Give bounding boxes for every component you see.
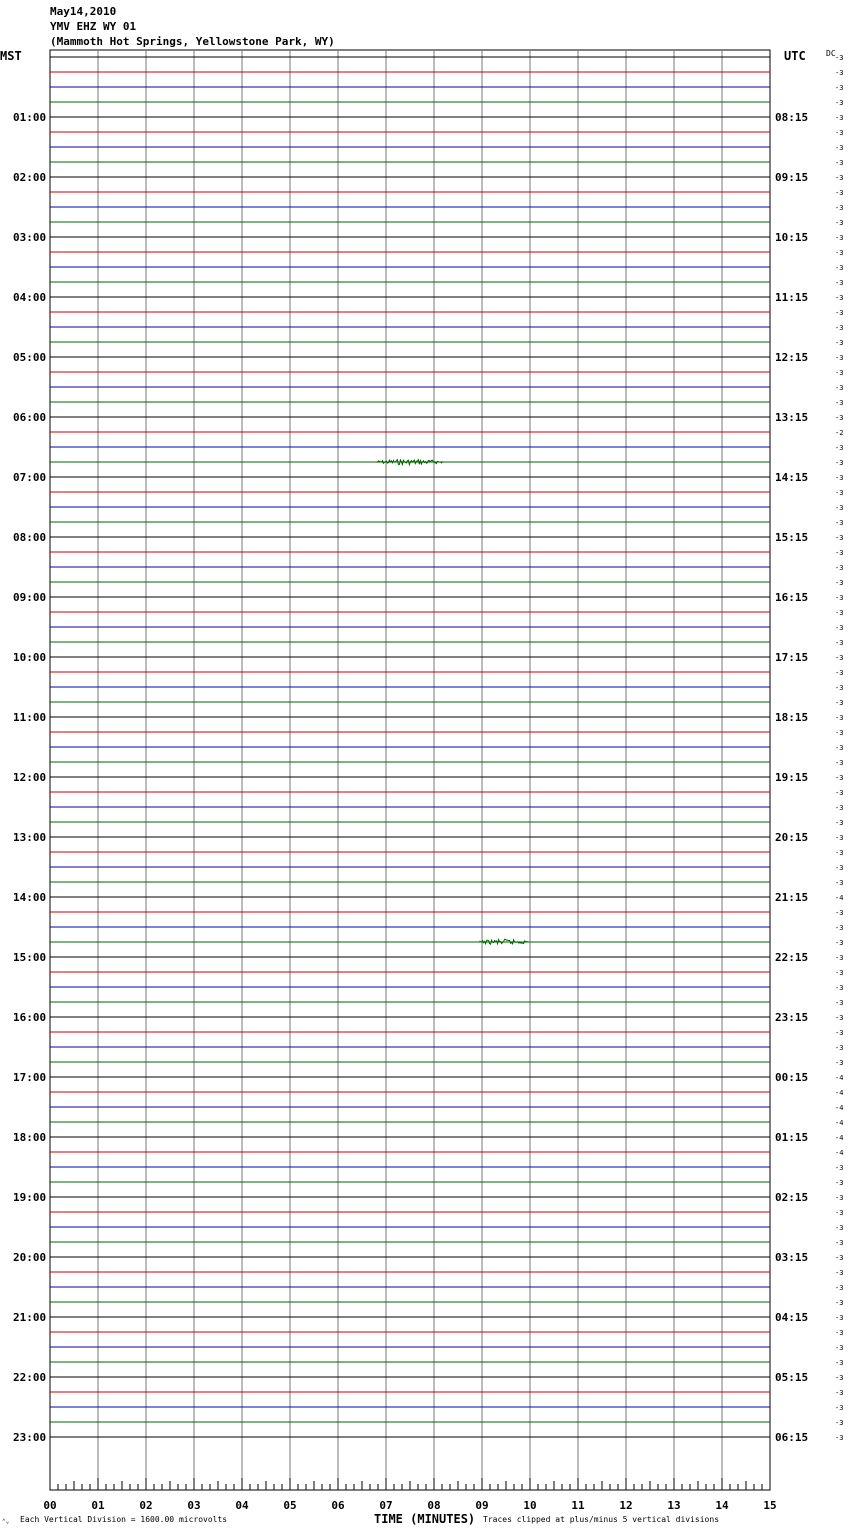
dc-offset-value: -3 xyxy=(835,399,844,407)
dc-offset-value: -3 xyxy=(835,114,844,122)
scale-note: Each Vertical Division = 1600.00 microvolts xyxy=(20,1515,228,1524)
x-axis-label: TIME (MINUTES) xyxy=(374,1512,476,1526)
dc-offset-value: -3 xyxy=(835,834,844,842)
left-hour-label: 11:00 xyxy=(13,711,47,724)
dc-offset-value: -3 xyxy=(835,189,844,197)
x-tick-label: 08 xyxy=(427,1499,441,1512)
dc-offset-value: -3 xyxy=(835,279,844,287)
x-tick-label: 14 xyxy=(715,1499,729,1512)
left-hour-label: 17:00 xyxy=(13,1071,47,1084)
right-hour-label: 12:15 xyxy=(775,351,809,364)
right-hour-label: 04:15 xyxy=(775,1311,809,1324)
dc-offset-value: -3 xyxy=(835,774,844,782)
dc-offset-value: -3 xyxy=(835,864,844,872)
dc-offset-value: -3 xyxy=(835,294,844,302)
dc-offset-value: -3 xyxy=(835,1434,844,1442)
x-tick-label: 02 xyxy=(139,1499,153,1512)
x-tick-label: 12 xyxy=(619,1499,633,1512)
x-tick-label: 13 xyxy=(667,1499,681,1512)
dc-offset-value: -3 xyxy=(835,144,844,152)
dc-offset-value: -3 xyxy=(835,594,844,602)
left-hour-label: 06:00 xyxy=(13,411,47,424)
dc-offset-value: -2 xyxy=(835,429,844,437)
dc-offset-value: -3 xyxy=(835,684,844,692)
dc-offset-value: -3 xyxy=(835,354,844,362)
dc-offset-value: -3 xyxy=(835,264,844,272)
dc-offset-value: -3 xyxy=(835,84,844,92)
dc-offset-value: -3 xyxy=(835,1299,844,1307)
left-hour-label: 08:00 xyxy=(13,531,47,544)
dc-offset-value: -3 xyxy=(835,564,844,572)
right-hour-label: 20:15 xyxy=(775,831,809,844)
dc-offset-value: -3 xyxy=(835,99,844,107)
dc-offset-value: -4 xyxy=(835,1104,844,1112)
dc-offset-value: -3 xyxy=(835,489,844,497)
dc-offset-value: -3 xyxy=(835,549,844,557)
right-hour-label: 00:15 xyxy=(775,1071,809,1084)
left-hour-label: 16:00 xyxy=(13,1011,47,1024)
dc-offset-value: -3 xyxy=(835,804,844,812)
dc-offset-value: -3 xyxy=(835,624,844,632)
dc-offset-value: -4 xyxy=(835,1089,844,1097)
right-hour-label: 01:15 xyxy=(775,1131,809,1144)
right-hour-label: 08:15 xyxy=(775,111,809,124)
right-hour-label: 06:15 xyxy=(775,1431,809,1444)
dc-offset-value: -3 xyxy=(835,1254,844,1262)
x-tick-label: 06 xyxy=(331,1499,345,1512)
dc-offset-value: -4 xyxy=(835,1149,844,1157)
dc-offset-value: -3 xyxy=(835,69,844,77)
dc-offset-value: -3 xyxy=(835,519,844,527)
right-hour-label: 02:15 xyxy=(775,1191,809,1204)
right-hour-label: 14:15 xyxy=(775,471,809,484)
left-hour-label: 15:00 xyxy=(13,951,47,964)
right-hour-label: 11:15 xyxy=(775,291,809,304)
x-tick-label: 07 xyxy=(379,1499,393,1512)
dc-offset-value: -3 xyxy=(835,474,844,482)
left-hour-label: 22:00 xyxy=(13,1371,47,1384)
dc-offset-value: -3 xyxy=(835,939,844,947)
dc-offset-value: -3 xyxy=(835,789,844,797)
station-name: YMV EHZ WY 01 xyxy=(50,20,137,33)
dc-offset-value: -3 xyxy=(835,219,844,227)
dc-offset-value: -4 xyxy=(835,1119,844,1127)
left-hour-label: 14:00 xyxy=(13,891,47,904)
dc-offset-value: -3 xyxy=(835,999,844,1007)
left-hour-label: 04:00 xyxy=(13,291,47,304)
dc-offset-value: -3 xyxy=(835,579,844,587)
dc-offset-value: -3 xyxy=(835,1389,844,1397)
right-hour-label: 23:15 xyxy=(775,1011,809,1024)
right-hour-label: 19:15 xyxy=(775,771,809,784)
dc-offset-value: -3 xyxy=(835,714,844,722)
left-hour-label: 12:00 xyxy=(13,771,47,784)
dc-offset-value: -3 xyxy=(835,1194,844,1202)
right-hour-label: 22:15 xyxy=(775,951,809,964)
dc-offset-value: -3 xyxy=(835,954,844,962)
dc-offset-value: -3 xyxy=(835,1029,844,1037)
station-location: (Mammoth Hot Springs, Yellowstone Park, WY) xyxy=(50,35,335,48)
x-tick-label: 15 xyxy=(763,1499,777,1512)
dc-offset-value: -3 xyxy=(835,879,844,887)
x-tick-label: 05 xyxy=(283,1499,297,1512)
x-tick-label: 00 xyxy=(43,1499,57,1512)
left-hour-label: 10:00 xyxy=(13,651,47,664)
left-hour-label: 07:00 xyxy=(13,471,47,484)
left-hour-label: 19:00 xyxy=(13,1191,47,1204)
x-tick-label: 11 xyxy=(571,1499,585,1512)
dc-offset-value: -3 xyxy=(835,1164,844,1172)
dc-offset-value: -3 xyxy=(835,849,844,857)
dc-offset-value: -3 xyxy=(835,534,844,542)
right-hour-label: 17:15 xyxy=(775,651,809,664)
right-hour-label: 05:15 xyxy=(775,1371,809,1384)
dc-offset-value: -3 xyxy=(835,234,844,242)
dc-offset-value: -3 xyxy=(835,759,844,767)
dc-offset-value: -3 xyxy=(835,744,844,752)
left-hour-label: 01:00 xyxy=(13,111,47,124)
left-hour-label: 09:00 xyxy=(13,591,47,604)
dc-offset-value: -3 xyxy=(835,984,844,992)
dc-offset-value: -3 xyxy=(835,969,844,977)
left-timezone-label: MST xyxy=(0,49,22,63)
right-hour-label: 15:15 xyxy=(775,531,809,544)
dc-offset-value: -4 xyxy=(835,1134,844,1142)
right-hour-label: 03:15 xyxy=(775,1251,809,1264)
right-hour-label: 10:15 xyxy=(775,231,809,244)
x-tick-label: 09 xyxy=(475,1499,489,1512)
left-hour-label: 20:00 xyxy=(13,1251,47,1264)
dc-offset-value: -3 xyxy=(835,1314,844,1322)
x-tick-label: 10 xyxy=(523,1499,537,1512)
dc-offset-value: -3 xyxy=(835,1269,844,1277)
dc-offset-value: -3 xyxy=(835,54,844,62)
left-hour-label: 21:00 xyxy=(13,1311,47,1324)
dc-offset-value: -4 xyxy=(835,1074,844,1082)
dc-offset-value: -3 xyxy=(835,1209,844,1217)
dc-offset-header: DC xyxy=(826,49,836,58)
dc-offset-value: -3 xyxy=(835,1284,844,1292)
dc-offset-value: -3 xyxy=(835,309,844,317)
dc-offset-value: -3 xyxy=(835,339,844,347)
dc-offset-value: -3 xyxy=(835,819,844,827)
left-hour-label: 05:00 xyxy=(13,351,47,364)
left-hour-label: 03:00 xyxy=(13,231,47,244)
dc-offset-value: -3 xyxy=(835,129,844,137)
dc-offset-value: -3 xyxy=(835,1344,844,1352)
dc-offset-value: -3 xyxy=(835,729,844,737)
x-tick-label: 01 xyxy=(91,1499,105,1512)
dc-offset-value: -3 xyxy=(835,1224,844,1232)
dc-offset-value: -3 xyxy=(835,1059,844,1067)
dc-offset-value: -3 xyxy=(835,654,844,662)
dc-offset-value: -3 xyxy=(835,204,844,212)
left-hour-label: 02:00 xyxy=(13,171,47,184)
dc-offset-value: -3 xyxy=(835,174,844,182)
dc-offset-value: -3 xyxy=(835,909,844,917)
left-hour-label: 18:00 xyxy=(13,1131,47,1144)
dc-offset-value: -4 xyxy=(835,894,844,902)
right-hour-label: 21:15 xyxy=(775,891,809,904)
right-hour-label: 18:15 xyxy=(775,711,809,724)
dc-offset-value: -3 xyxy=(835,699,844,707)
dc-offset-value: -3 xyxy=(835,324,844,332)
right-hour-label: 16:15 xyxy=(775,591,809,604)
x-tick-label: 03 xyxy=(187,1499,201,1512)
dc-offset-value: -3 xyxy=(835,444,844,452)
dc-offset-value: -3 xyxy=(835,1329,844,1337)
dc-offset-value: -3 xyxy=(835,1179,844,1187)
dc-offset-value: -3 xyxy=(835,1239,844,1247)
dc-offset-value: -3 xyxy=(835,1404,844,1412)
dc-offset-value: -3 xyxy=(835,1014,844,1022)
x-tick-label: 04 xyxy=(235,1499,249,1512)
dc-offset-value: -3 xyxy=(835,414,844,422)
dc-offset-value: -3 xyxy=(835,669,844,677)
dc-offset-value: -3 xyxy=(835,924,844,932)
dc-offset-value: -3 xyxy=(835,459,844,467)
right-timezone-label: UTC xyxy=(784,49,806,63)
plot-frame xyxy=(50,50,770,1490)
dc-offset-value: -3 xyxy=(835,159,844,167)
dc-offset-value: -3 xyxy=(835,609,844,617)
right-hour-label: 13:15 xyxy=(775,411,809,424)
dc-offset-value: -3 xyxy=(835,1359,844,1367)
footer-mark: ⌃⌄ xyxy=(2,1518,10,1525)
left-hour-label: 23:00 xyxy=(13,1431,47,1444)
dc-offset-value: -3 xyxy=(835,384,844,392)
left-hour-label: 13:00 xyxy=(13,831,47,844)
dc-offset-value: -3 xyxy=(835,639,844,647)
chart-date: May14,2010 xyxy=(50,5,117,18)
right-hour-label: 09:15 xyxy=(775,171,809,184)
dc-offset-value: -3 xyxy=(835,504,844,512)
dc-offset-value: -3 xyxy=(835,1374,844,1382)
dc-offset-value: -3 xyxy=(835,249,844,257)
clip-note: Traces clipped at plus/minus 5 vertical divisions xyxy=(483,1515,720,1524)
dc-offset-value: -3 xyxy=(835,1044,844,1052)
dc-offset-value: -3 xyxy=(835,369,844,377)
dc-offset-value: -3 xyxy=(835,1419,844,1427)
